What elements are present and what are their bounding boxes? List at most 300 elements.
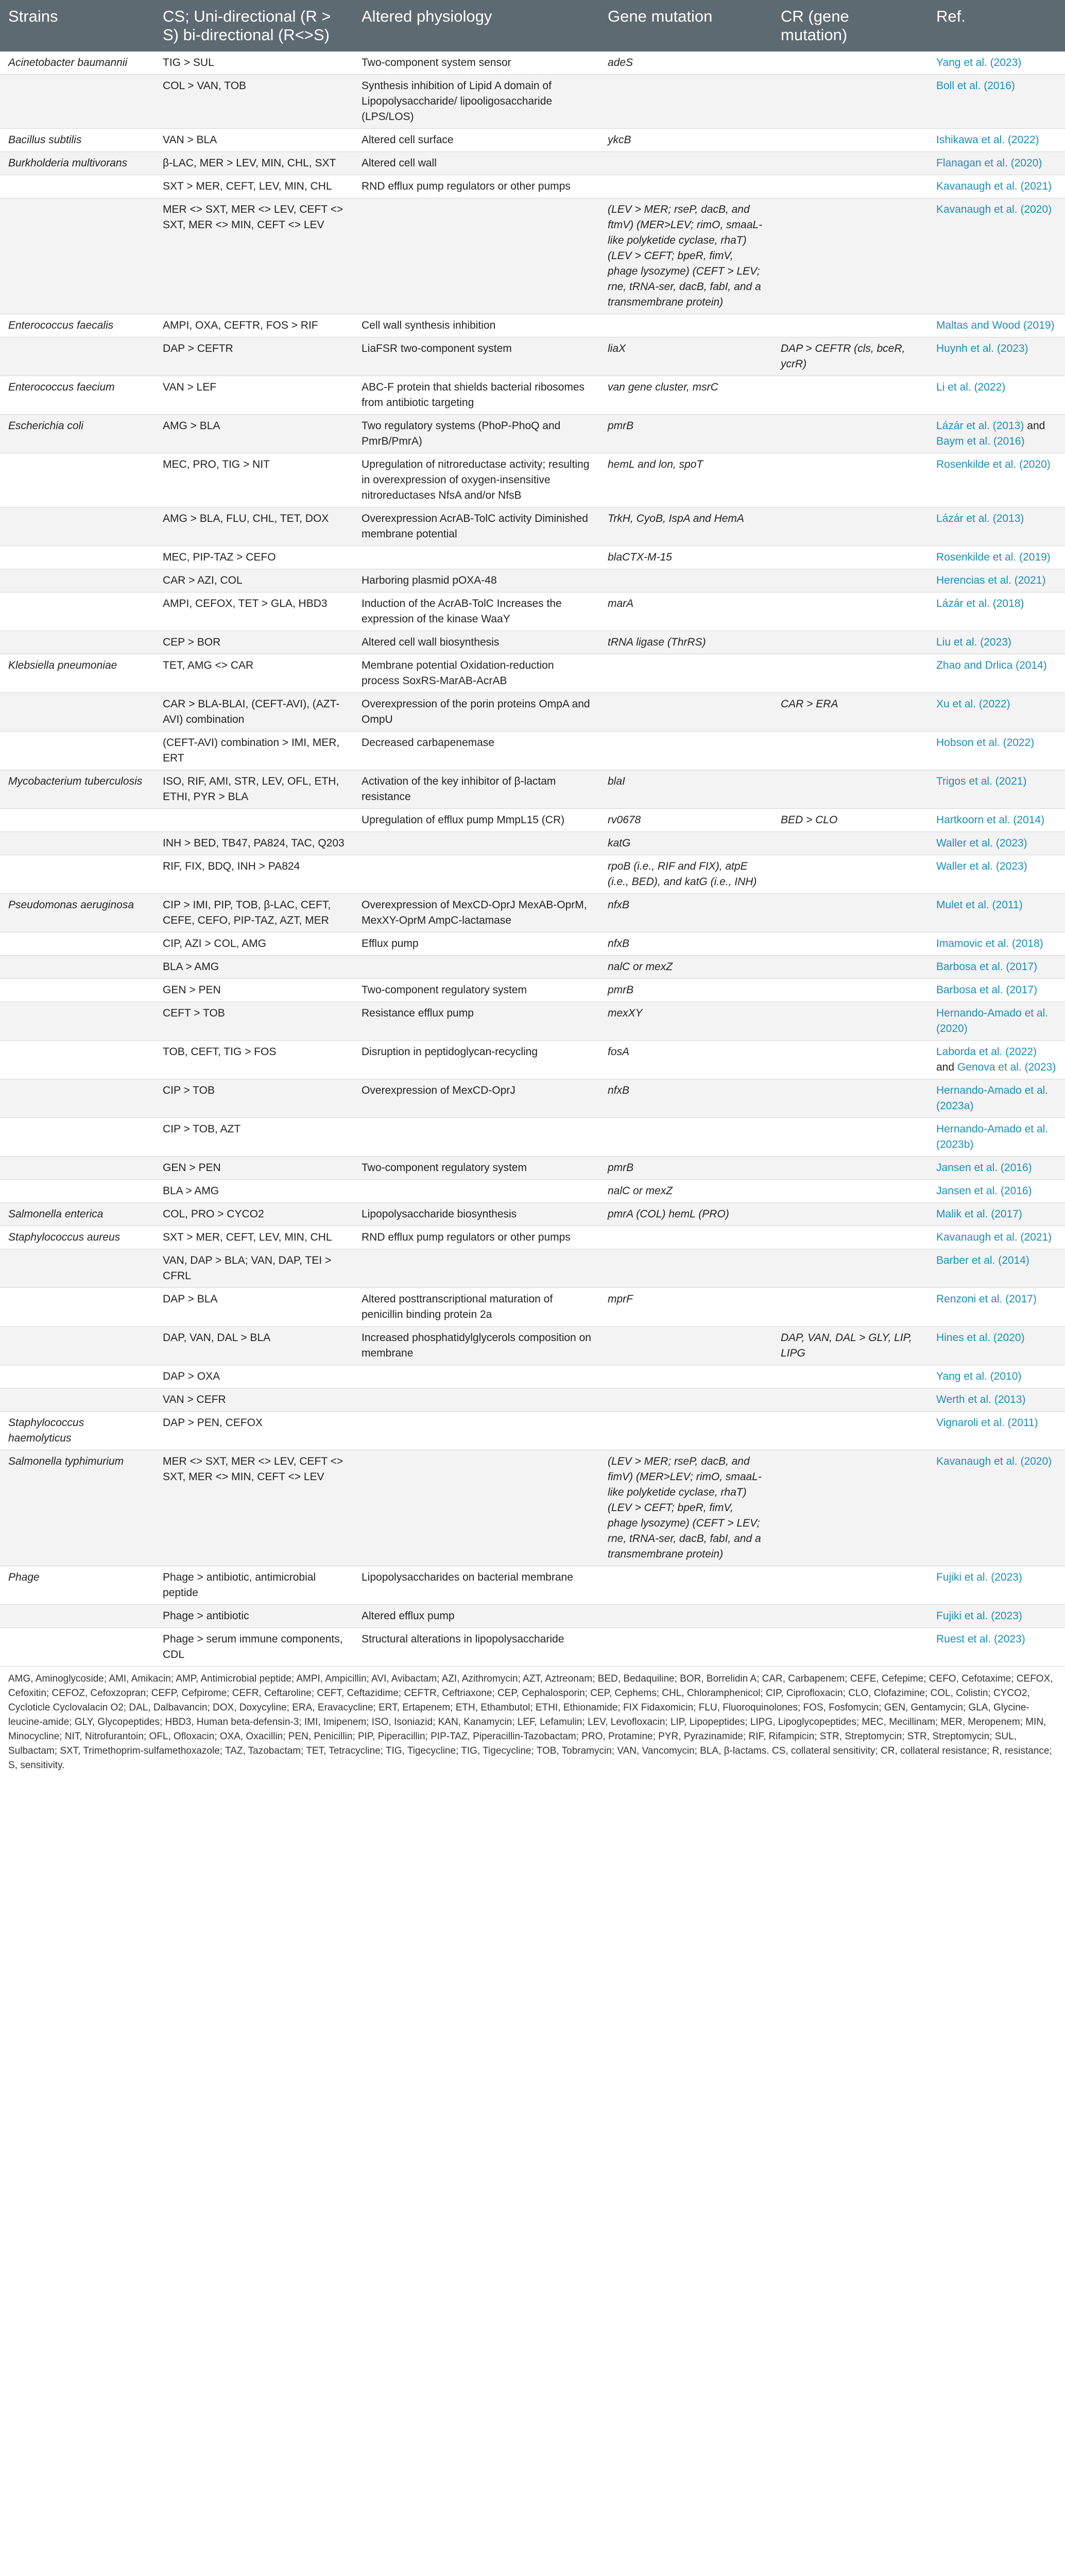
cs-cell: DAP > OXA — [154, 1365, 353, 1388]
gene-mutation-cell — [599, 175, 772, 198]
table-row — [0, 693, 1065, 732]
ref-cell — [928, 175, 1065, 198]
altered-physiology-cell: Resistance efflux pump — [353, 1002, 599, 1041]
reference-link[interactable]: Vignaroli et al. (2011) — [936, 1417, 1038, 1429]
cs-cell: CAR > AZI, COL — [154, 569, 353, 592]
table-row — [0, 654, 1065, 693]
altered-physiology-cell — [353, 1412, 599, 1450]
table-row — [0, 631, 1065, 654]
altered-physiology-cell: LiaFSR two-component system — [353, 337, 599, 376]
ref-cell — [928, 770, 1065, 809]
cs-cell: VAN > LEF — [154, 376, 353, 415]
table-row — [0, 546, 1065, 569]
cr-cell — [772, 75, 928, 129]
strain-cell — [0, 956, 154, 979]
reference-link[interactable]: Yang et al. (2010) — [936, 1370, 1022, 1382]
strain-cell — [0, 809, 154, 832]
altered-physiology-cell: Altered cell surface — [353, 129, 599, 152]
table-row — [0, 1412, 1065, 1450]
ref-cell — [928, 1249, 1065, 1288]
reference-link[interactable]: Imamovic et al. (2018) — [936, 938, 1043, 950]
cs-cell: DAP, VAN, DAL > BLA — [154, 1327, 353, 1365]
cs-cell: COL > VAN, TOB — [154, 75, 353, 129]
cr-cell — [772, 1288, 928, 1327]
cr-cell — [772, 770, 928, 809]
strain-cell — [0, 1365, 154, 1388]
table-row — [0, 1327, 1065, 1365]
strain-cell: Staphylococcus aureus — [0, 1226, 154, 1249]
reference-link[interactable]: Waller et al. (2023) — [936, 860, 1027, 872]
table-row — [0, 175, 1065, 198]
strain-cell — [0, 1388, 154, 1412]
strain-cell — [0, 1288, 154, 1327]
ref-cell — [928, 1605, 1065, 1628]
reference-link[interactable]: Xu et al. (2022) — [936, 698, 1010, 710]
ref-cell — [928, 453, 1065, 507]
table-row — [0, 198, 1065, 314]
altered-physiology-cell — [353, 1365, 599, 1388]
cr-cell — [772, 1628, 928, 1667]
ref-cell — [928, 1118, 1065, 1157]
reference-link[interactable]: Kavanaugh et al. (2021) — [936, 180, 1052, 192]
ref-cell — [928, 1180, 1065, 1203]
altered-physiology-cell: Structural alterations in lipopolysaccharide — [353, 1628, 599, 1667]
reference-link[interactable]: Barbosa et al. (2017) — [936, 961, 1038, 973]
header-gene-mutation: Gene mutation — [599, 0, 772, 52]
ref-cell — [928, 894, 1065, 933]
strain-cell: Pseudomonas aeruginosa — [0, 894, 154, 933]
strain-cell — [0, 933, 154, 956]
cr-cell — [772, 979, 928, 1002]
gene-mutation-cell — [599, 1412, 772, 1450]
altered-physiology-cell: Altered cell wall — [353, 152, 599, 175]
reference-link[interactable]: Hernando-Amado et al. (2020) — [936, 1007, 1049, 1035]
reference-link[interactable]: Rosenkilde et al. (2019) — [936, 551, 1051, 563]
cs-cell: CIP > TOB, AZT — [154, 1118, 353, 1157]
strain-cell — [0, 1002, 154, 1041]
table-body — [0, 52, 1065, 1667]
reference-link[interactable]: Fujiki et al. (2023) — [936, 1571, 1022, 1583]
reference-link[interactable]: Yang et al. (2023) — [936, 57, 1022, 69]
table-row — [0, 1365, 1065, 1388]
reference-link[interactable]: Lázár et al. (2018) — [936, 598, 1024, 609]
header-cs: CS; Uni-directional (R > S) bi-directional (R<>S) — [154, 0, 353, 52]
altered-physiology-cell: Upregulation of efflux pump MmpL15 (CR) — [353, 809, 599, 832]
cr-cell — [772, 732, 928, 770]
strain-cell — [0, 1180, 154, 1203]
reference-link[interactable]: Hernando-Amado et al. (2023b) — [936, 1123, 1049, 1150]
ref-cell — [928, 52, 1065, 75]
cs-cell: MEC, PRO, TIG > NIT — [154, 453, 353, 507]
altered-physiology-cell — [353, 1450, 599, 1566]
cs-cell: CEFT > TOB — [154, 1002, 353, 1041]
cr-cell — [772, 129, 928, 152]
cr-cell — [772, 1157, 928, 1180]
altered-physiology-cell: Overexpression AcrAB-TolC activity Diminished membrane potential — [353, 507, 599, 546]
ref-cell — [928, 75, 1065, 129]
table-row — [0, 809, 1065, 832]
gene-mutation-cell — [599, 1628, 772, 1667]
cr-cell — [772, 152, 928, 175]
reference-link[interactable]: Werth et al. (2013) — [936, 1394, 1026, 1405]
ref-cell — [928, 732, 1065, 770]
cr-cell — [772, 52, 928, 75]
reference-link[interactable]: Huynh et al. (2023) — [936, 343, 1028, 354]
gene-mutation-cell: fosA — [599, 1041, 772, 1079]
table-row — [0, 152, 1065, 175]
cs-cell: CAR > BLA-BLAI, (CEFT-AVI), (AZT-AVI) combination — [154, 693, 353, 732]
cr-cell — [772, 1079, 928, 1118]
cs-cell: BLA > AMG — [154, 1180, 353, 1203]
ref-conjunction: and — [1027, 420, 1045, 432]
altered-physiology-cell: Overexpression of MexCD-OprJ — [353, 1079, 599, 1118]
table-header — [0, 0, 1065, 52]
cr-cell — [772, 1412, 928, 1450]
altered-physiology-cell: Two regulatory systems (PhoP-PhoQ and PmrB/PmrA) — [353, 415, 599, 453]
cs-cell: CIP, AZI > COL, AMG — [154, 933, 353, 956]
ref-cell — [928, 1157, 1065, 1180]
cs-cell: TOB, CEFT, TIG > FOS — [154, 1041, 353, 1079]
reference-link[interactable]: Hartkoorn et al. (2014) — [936, 814, 1045, 826]
reference-link[interactable]: Herencias et al. (2021) — [936, 574, 1046, 586]
cs-cell: RIF, FIX, BDQ, INH > PA824 — [154, 855, 353, 894]
cr-cell — [772, 894, 928, 933]
strain-cell — [0, 832, 154, 855]
strain-cell — [0, 1249, 154, 1288]
cs-cell: DAP > BLA — [154, 1288, 353, 1327]
table-row — [0, 1605, 1065, 1628]
table-row — [0, 732, 1065, 770]
ref-cell — [928, 956, 1065, 979]
cr-cell — [772, 546, 928, 569]
cs-cell: COL, PRO > CYCO2 — [154, 1203, 353, 1226]
gene-mutation-cell — [599, 693, 772, 732]
cs-cell: GEN > PEN — [154, 979, 353, 1002]
cr-cell — [772, 198, 928, 314]
table-row — [0, 832, 1065, 855]
reference-link[interactable]: Kavanaugh et al. (2020) — [936, 1455, 1052, 1467]
altered-physiology-cell: Cell wall synthesis inhibition — [353, 314, 599, 337]
gene-mutation-cell: nalC or mexZ — [599, 1180, 772, 1203]
cs-cell: Phage > antibiotic, antimicrobial peptide — [154, 1566, 353, 1605]
cs-cell: SXT > MER, CEFT, LEV, MIN, CHL — [154, 175, 353, 198]
gene-mutation-cell: tRNA ligase (ThrRS) — [599, 631, 772, 654]
cr-cell: DAP, VAN, DAL > GLY, LIP, LIPG — [772, 1327, 928, 1365]
gene-mutation-cell — [599, 1566, 772, 1605]
reference-link[interactable]: Mulet et al. (2011) — [936, 899, 1023, 911]
gene-mutation-cell — [599, 1327, 772, 1365]
strain-cell: Salmonella enterica — [0, 1203, 154, 1226]
gene-mutation-cell: marA — [599, 592, 772, 631]
ref-cell — [928, 546, 1065, 569]
table-footnote: AMG, Aminoglycoside; AMI, Amikacin; AMP, Antimicrobial peptide; AMPI, Ampicillin; AVI, Avibactam; AZI, Azithromycin; AZT, Aztreonam; BED, Bedaquiline; BOR, Borrelidin A; CAR, Carbapenem; CEFE, Cefepime; CEFO, Cefotaxime; CEFOX, Cefoxitin; CEFOZ, Cefoxzopran; CEFP, Cefpirome; CEFR, Ceftaroline; CEFT, Ceftazidime; CEFTR, Ceftriaxone; CEP, Cephalosporin; CEP, Cephems; CHL, Chloramphenicol; CIP, Ciprofloxacin; CLO, Clofazimine; COL, Colistin; CYCO2, Cycloticle Cyclovalacin O2; DAL, Dalbavancin; DOX, Doxycyline; ERA, Eravacycline; ERT, Ertapenem; ETH, Ethambutol; ETHI, Ethionamide; FIX Fidaxomicin; FLU, Fluoroquinolones; FOS, Fosfomycin; GEN, Gentamycin; GLA, Glycine-leucine-amide; GLY, Glycopeptides; HBD3, Human beta-defensin-3; IMI, Imipenem; ISO, Isoniazid; KAN, Kanamycin; LEF, Lefamulin; LEV, Levofloxacin; LIP, Lipopeptides; LIPG, Lipoglycopeptides; MEC, Mecillinam; MER, Meropenem; MIN, Minocycline; NIT, Nitrofurantoin; OFL, Ofloxacin; OXA, Oxacillin; PEN, Penicillin; PIP, Piperacillin; PIP-TAZ, Piperacillin-Tazobactam; PRO, Protamine; PYR, Pyrazinamide; RIF, Rifampicin; STR, Streptomycin; STR, Streptomycin; SUL, Sulbactam; SXT, Trimethoprim-sulfamethoxazole; TAZ, Tazobactam; TET, Tetracycline; TIG, Tigecycline; TIG, Tigecycline; TOB, Tobramycin; VAN, Vancomycin; BLA, β-lactams. CS, collateral sensitivity; CR, collateral resistance; R, resistance; S, sensitivity. — [8, 1673, 1053, 1771]
table-row — [0, 1118, 1065, 1157]
ref-cell — [928, 507, 1065, 546]
gene-mutation-cell: pmrA (COL) hemL (PRO) — [599, 1203, 772, 1226]
reference-link[interactable]: Ruest et al. (2023) — [936, 1633, 1025, 1645]
cr-cell — [772, 415, 928, 453]
gene-mutation-cell: adeS — [599, 52, 772, 75]
reference-link[interactable]: Barber et al. (2014) — [936, 1255, 1029, 1266]
altered-physiology-cell: Upregulation of nitroreductase activity; resulting in overexpression of oxygen-insensitive nitroreductases NfsA and/or NfsB — [353, 453, 599, 507]
reference-link[interactable]: Hobson et al. (2022) — [936, 737, 1035, 749]
ref-cell — [928, 832, 1065, 855]
cr-cell — [772, 1226, 928, 1249]
header-strains: Strains — [0, 0, 154, 52]
table-row — [0, 1041, 1065, 1079]
cr-cell — [772, 1605, 928, 1628]
ref-cell — [928, 1203, 1065, 1226]
strain-cell — [0, 75, 154, 129]
altered-physiology-cell: Harboring plasmid pOXA-48 — [353, 569, 599, 592]
gene-mutation-cell: ykcB — [599, 129, 772, 152]
altered-physiology-cell — [353, 198, 599, 314]
strain-cell: Mycobacterium tuberculosis — [0, 770, 154, 809]
gene-mutation-cell: pmrB — [599, 415, 772, 453]
strain-cell — [0, 453, 154, 507]
strain-cell — [0, 631, 154, 654]
reference-link[interactable]: Kavanaugh et al. (2021) — [936, 1231, 1052, 1243]
altered-physiology-cell: Two-component regulatory system — [353, 979, 599, 1002]
cr-cell — [772, 314, 928, 337]
strain-cell — [0, 1327, 154, 1365]
reference-link[interactable]: Jansen et al. (2016) — [936, 1162, 1032, 1174]
gene-mutation-cell: pmrB — [599, 979, 772, 1002]
cs-cell: GEN > PEN — [154, 1157, 353, 1180]
altered-physiology-cell — [353, 956, 599, 979]
altered-physiology-cell: Overexpression of MexCD-OprJ MexAB-OprM, MexXY-OprM AmpC-lactamase — [353, 894, 599, 933]
altered-physiology-cell — [353, 1180, 599, 1203]
strain-cell: Escherichia coli — [0, 415, 154, 453]
strain-cell — [0, 569, 154, 592]
reference-link[interactable]: Maltas and Wood (2019) — [936, 319, 1055, 331]
cr-cell: BED > CLO — [772, 809, 928, 832]
reference-link[interactable]: Zhao and Drlica (2014) — [936, 659, 1047, 671]
reference-link[interactable]: Hines et al. (2020) — [936, 1332, 1025, 1344]
strain-cell: Enterococcus faecium — [0, 376, 154, 415]
table-row — [0, 1157, 1065, 1180]
cs-cell: Phage > antibiotic — [154, 1605, 353, 1628]
table-row — [0, 129, 1065, 152]
table-row — [0, 569, 1065, 592]
cs-cell: AMPI, CEFOX, TET > GLA, HBD3 — [154, 592, 353, 631]
reference-link[interactable]: Trigos et al. (2021) — [936, 775, 1027, 787]
cr-cell: DAP > CEFTR (cls, bceR, ycrR) — [772, 337, 928, 376]
cr-cell — [772, 933, 928, 956]
ref-cell — [928, 809, 1065, 832]
strain-cell — [0, 507, 154, 546]
altered-physiology-cell: Induction of the AcrAB-TolC Increases the expression of the kinase WaaY — [353, 592, 599, 631]
cr-cell — [772, 1450, 928, 1566]
cr-cell: CAR > ERA — [772, 693, 928, 732]
gene-mutation-cell: blaI — [599, 770, 772, 809]
strain-cell: Klebsiella pneumoniae — [0, 654, 154, 693]
table-row — [0, 1226, 1065, 1249]
reference-link[interactable]: Ishikawa et al. (2022) — [936, 134, 1039, 146]
gene-mutation-cell: rv0678 — [599, 809, 772, 832]
table-row — [0, 52, 1065, 75]
reference-link[interactable]: Genova et al. (2023) — [957, 1061, 1056, 1073]
gene-mutation-cell: nfxB — [599, 894, 772, 933]
gene-mutation-cell — [599, 1388, 772, 1412]
cs-cell: VAN, DAP > BLA; VAN, DAP, TEI > CFRL — [154, 1249, 353, 1288]
gene-mutation-cell: (LEV > MER; rseP, dacB, and fimV) (MER>LEV; rimO, smaaL-like polyketide cyclase, rhaT) (LEV > CEFT; bpeR, fimV, phage lysozyme) (CEFT > LEV; rne, tRNA-ser, dacB, fabI, and a transmembrane protein) — [599, 1450, 772, 1566]
gene-mutation-cell: mprF — [599, 1288, 772, 1327]
strain-cell — [0, 1605, 154, 1628]
cs-cell: BLA > AMG — [154, 956, 353, 979]
cr-cell — [772, 631, 928, 654]
gene-mutation-cell: (LEV > MER; rseP, dacB, and ftmV) (MER>LEV; rimO, smaaL-like polyketide cyclase, rhaT) (LEV > CEFT; bpeR, fimV, phage lysozyme) (CEFT > LEV; rne, tRNA-ser, dacB, fabI, and a transmembrane protein) — [599, 198, 772, 314]
ref-cell — [928, 337, 1065, 376]
cs-cell: VAN > BLA — [154, 129, 353, 152]
ref-cell — [928, 1450, 1065, 1566]
header-altered-physiology: Altered physiology — [353, 0, 599, 52]
table-row — [0, 894, 1065, 933]
reference-link[interactable]: Flanagan et al. (2020) — [936, 157, 1042, 169]
altered-physiology-cell: Membrane potential Oxidation-reduction process SoxRS-MarAB-AcrAB — [353, 654, 599, 693]
gene-mutation-cell: TrkH, CyoB, IspA and HemA — [599, 507, 772, 546]
strain-cell — [0, 546, 154, 569]
gene-mutation-cell: pmrB — [599, 1157, 772, 1180]
gene-mutation-cell — [599, 654, 772, 693]
strain-cell — [0, 1079, 154, 1118]
altered-physiology-cell: Efflux pump — [353, 933, 599, 956]
ref-cell — [928, 1365, 1065, 1388]
cr-cell — [772, 832, 928, 855]
strain-cell — [0, 175, 154, 198]
gene-mutation-cell: nfxB — [599, 933, 772, 956]
strain-cell — [0, 1118, 154, 1157]
cr-cell — [772, 956, 928, 979]
cr-cell — [772, 1365, 928, 1388]
strain-cell: Acinetobacter baumannii — [0, 52, 154, 75]
ref-cell — [928, 314, 1065, 337]
gene-mutation-cell: hemL and lon, spoT — [599, 453, 772, 507]
gene-mutation-cell: katG — [599, 832, 772, 855]
ref-cell — [928, 654, 1065, 693]
reference-link[interactable]: Kavanaugh et al. (2020) — [936, 204, 1052, 215]
gene-mutation-cell: blaCTX-M-15 — [599, 546, 772, 569]
reference-link[interactable]: Lázár et al. (2013) — [936, 513, 1024, 524]
cs-cell: (CEFT-AVI) combination > IMI, MER, ERT — [154, 732, 353, 770]
ref-cell — [928, 415, 1065, 453]
strain-cell — [0, 855, 154, 894]
table-row — [0, 592, 1065, 631]
strain-cell — [0, 337, 154, 376]
ref-cell — [928, 1288, 1065, 1327]
strain-cell — [0, 979, 154, 1002]
gene-mutation-cell — [599, 152, 772, 175]
cs-cell: SXT > MER, CEFT, LEV, MIN, CHL — [154, 1226, 353, 1249]
table-row — [0, 1180, 1065, 1203]
cr-cell — [772, 592, 928, 631]
reference-link[interactable]: Rosenkilde et al. (2020) — [936, 459, 1051, 470]
gene-mutation-cell: mexXY — [599, 1002, 772, 1041]
reference-link[interactable]: Liu et al. (2023) — [936, 636, 1011, 648]
ref-cell — [928, 855, 1065, 894]
altered-physiology-cell — [353, 832, 599, 855]
strain-cell: Bacillus subtilis — [0, 129, 154, 152]
reference-link[interactable]: Waller et al. (2023) — [936, 837, 1027, 849]
gene-mutation-cell — [599, 1365, 772, 1388]
table-row — [0, 855, 1065, 894]
table-row — [0, 933, 1065, 956]
reference-link[interactable]: Boll et al. (2016) — [936, 80, 1015, 92]
ref-cell — [928, 1226, 1065, 1249]
ref-cell — [928, 1327, 1065, 1365]
cr-cell — [772, 1041, 928, 1079]
reference-link[interactable]: Renzoni et al. (2017) — [936, 1293, 1037, 1305]
gene-mutation-cell — [599, 1118, 772, 1157]
reference-link[interactable]: Fujiki et al. (2023) — [936, 1610, 1022, 1622]
header-ref: Ref. — [928, 0, 1065, 52]
cs-cell: MEC, PIP-TAZ > CEFO — [154, 546, 353, 569]
ref-cell — [928, 152, 1065, 175]
cs-cell: CIP > TOB — [154, 1079, 353, 1118]
ref-cell — [928, 631, 1065, 654]
strain-cell: Burkholderia multivorans — [0, 152, 154, 175]
strain-cell — [0, 1157, 154, 1180]
reference-link[interactable]: Li et al. (2022) — [936, 381, 1006, 393]
reference-link[interactable]: Lázár et al. (2013) — [936, 420, 1024, 432]
table-row — [0, 1566, 1065, 1605]
table-row — [0, 1450, 1065, 1566]
table-row — [0, 314, 1065, 337]
strain-cell — [0, 198, 154, 314]
altered-physiology-cell: ABC-F protein that shields bacterial ribosomes from antibiotic targeting — [353, 376, 599, 415]
strain-cell — [0, 732, 154, 770]
cs-cell: Phage > serum immune components, CDL — [154, 1628, 353, 1667]
altered-physiology-cell: Lipopolysaccharides on bacterial membrane — [353, 1566, 599, 1605]
reference-link[interactable]: Baym et al. (2016) — [936, 435, 1025, 447]
table-row — [0, 376, 1065, 415]
cs-cell: β-LAC, MER > LEV, MIN, CHL, SXT — [154, 152, 353, 175]
gene-mutation-cell — [599, 314, 772, 337]
table-row — [0, 1628, 1065, 1667]
cs-cell: DAP > CEFTR — [154, 337, 353, 376]
ref-cell — [928, 693, 1065, 732]
altered-physiology-cell — [353, 1388, 599, 1412]
ref-conjunction: and — [936, 1061, 955, 1073]
altered-physiology-cell: Altered cell wall biosynthesis — [353, 631, 599, 654]
reference-link[interactable]: Laborda et al. (2022) — [936, 1046, 1037, 1058]
gene-mutation-cell: nfxB — [599, 1079, 772, 1118]
strain-cell — [0, 1628, 154, 1667]
ref-cell — [928, 979, 1065, 1002]
altered-physiology-cell: Altered posttranscriptional maturation of penicillin binding protein 2a — [353, 1288, 599, 1327]
table-row — [0, 453, 1065, 507]
ref-cell — [928, 1628, 1065, 1667]
gene-mutation-cell: van gene cluster, msrC — [599, 376, 772, 415]
strain-cell: Enterococcus faecalis — [0, 314, 154, 337]
reference-link[interactable]: Hernando-Amado et al. (2023a) — [936, 1084, 1049, 1112]
cr-cell — [772, 507, 928, 546]
reference-link[interactable]: Barbosa et al. (2017) — [936, 984, 1038, 996]
altered-physiology-cell: Synthesis inhibition of Lipid A domain of Lipopolysaccharide/ lipooligosaccharide (LPS/LOS) — [353, 75, 599, 129]
reference-link[interactable]: Jansen et al. (2016) — [936, 1185, 1032, 1197]
gene-mutation-cell — [599, 1249, 772, 1288]
strain-cell: Phage — [0, 1566, 154, 1605]
reference-link[interactable]: Malik et al. (2017) — [936, 1208, 1022, 1220]
ref-cell — [928, 933, 1065, 956]
cs-cell: AMPI, OXA, CEFTR, FOS > RIF — [154, 314, 353, 337]
cr-cell — [772, 569, 928, 592]
cs-cell: INH > BED, TB47, PA824, TAC, Q203 — [154, 832, 353, 855]
gene-mutation-cell: rpoB (i.e., RIF and FIX), atpE (i.e., BED), and katG (i.e., INH) — [599, 855, 772, 894]
altered-physiology-cell: Two-component system sensor — [353, 52, 599, 75]
table-row — [0, 1388, 1065, 1412]
ref-cell — [928, 1041, 1065, 1079]
